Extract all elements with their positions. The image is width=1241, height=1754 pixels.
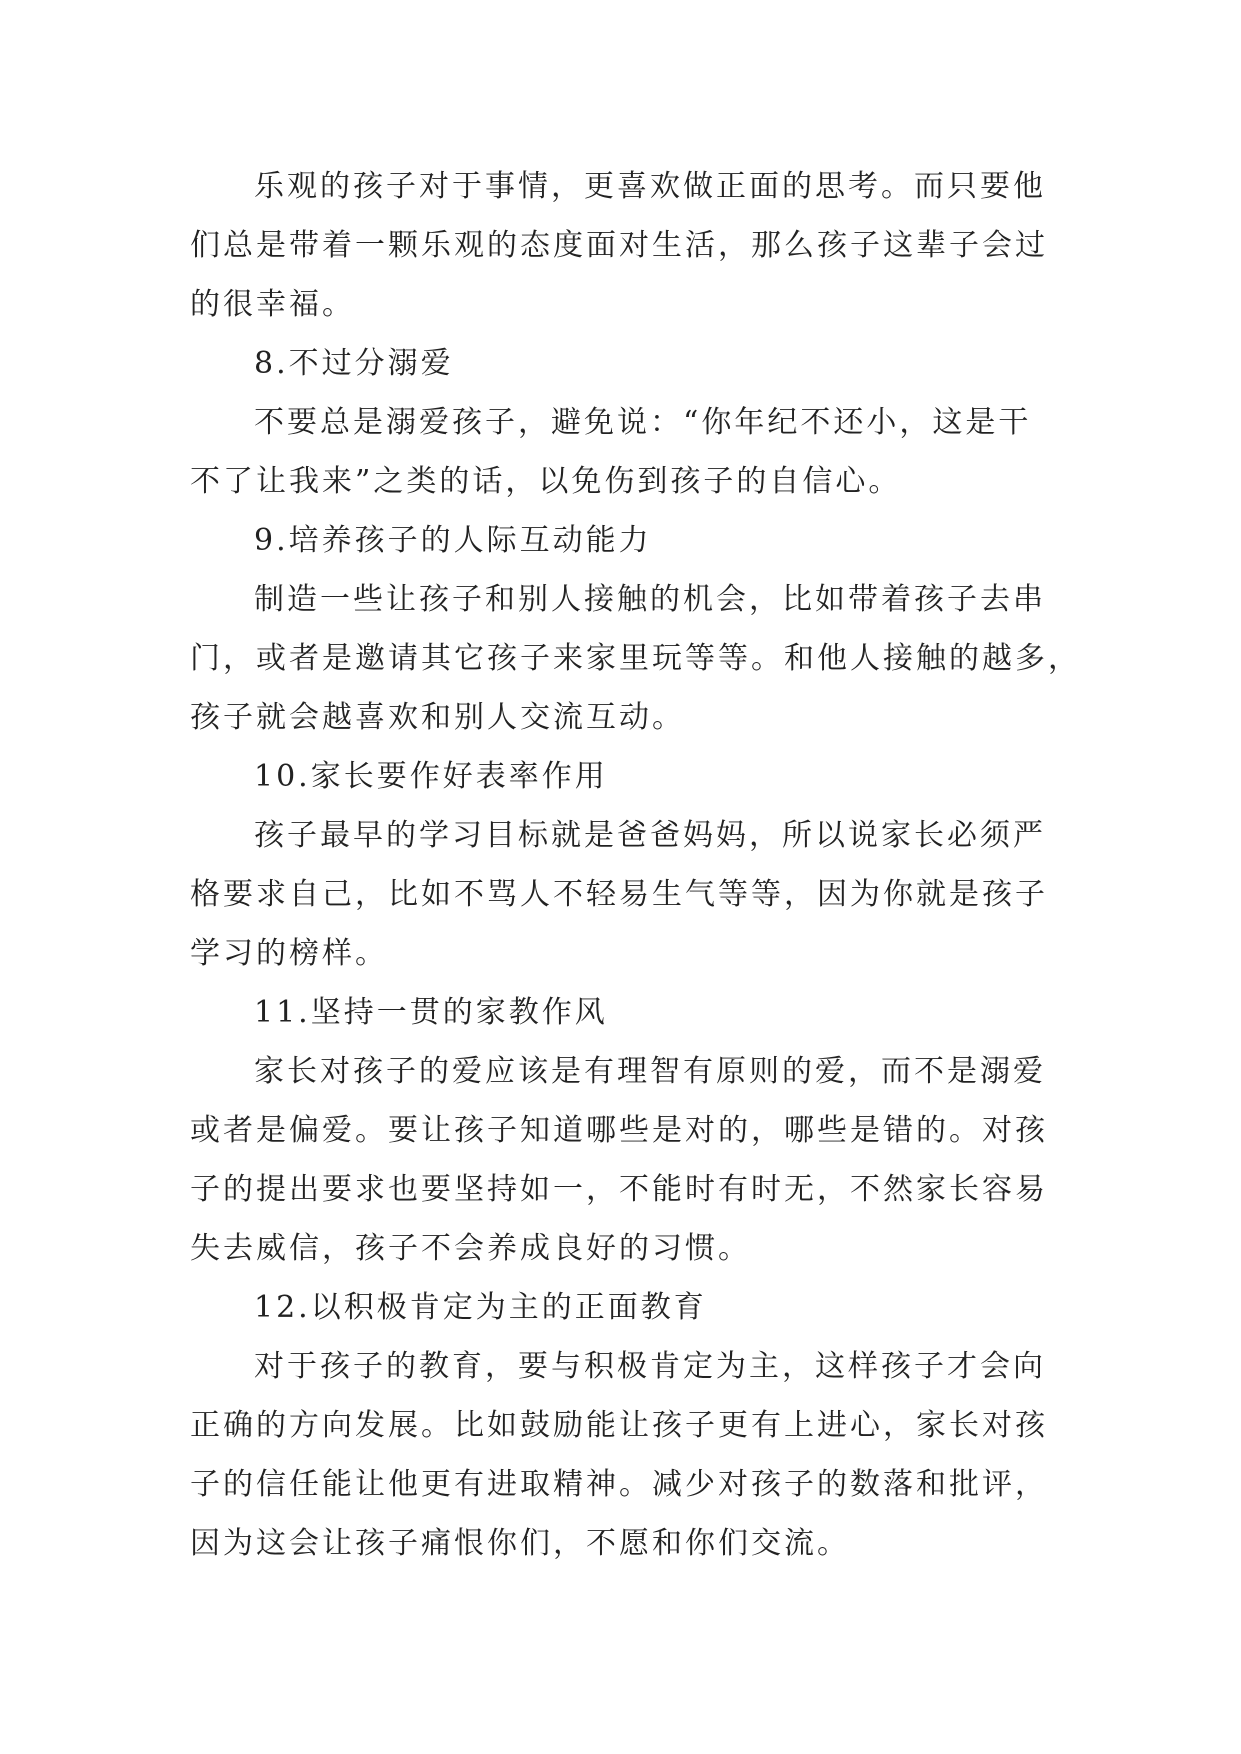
section-heading: 11.坚持一贯的家教作风 (254, 995, 608, 1030)
paragraph-line: 格要求自己，比如不骂人不轻易生气等等，因为你就是孩子 (190, 877, 1048, 912)
section-heading: 8.不过分溺爱 (254, 346, 454, 381)
paragraph-line: 失去威信，孩子不会养成良好的习惯。 (190, 1231, 751, 1266)
paragraph-line: 不了让我来”之类的话，以免伤到孩子的自信心。 (190, 464, 902, 499)
section-heading: 10.家长要作好表率作用 (254, 759, 608, 794)
document-body (190, 157, 1081, 1573)
paragraph-line: 的很幸福。 (190, 287, 355, 322)
paragraph-line: 制造一些让孩子和别人接触的机会，比如带着孩子去串 (254, 582, 1046, 617)
paragraph-line: 孩子最早的学习目标就是爸爸妈妈，所以说家长必须严 (254, 818, 1046, 853)
section-heading: 12.以积极肯定为主的正面教育 (254, 1290, 707, 1325)
paragraph-line: 门，或者是邀请其它孩子来家里玩等等。和他人接触的越多， (190, 641, 1081, 676)
paragraph-line: 或者是偏爱。要让孩子知道哪些是对的，哪些是错的。对孩 (190, 1113, 1048, 1148)
paragraph-line: 子的提出要求也要坚持如一，不能时有时无，不然家长容易 (190, 1172, 1048, 1207)
paragraph-line: 家长对孩子的爱应该是有理智有原则的爱，而不是溺爱 (254, 1054, 1046, 1089)
paragraph-line: 学习的榜样。 (190, 936, 388, 971)
paragraph-line: 对于孩子的教育，要与积极肯定为主，这样孩子才会向 (254, 1349, 1046, 1384)
paragraph-line: 孩子就会越喜欢和别人交流互动。 (190, 700, 685, 735)
section-heading: 9.培养孩子的人际互动能力 (254, 523, 652, 558)
paragraph-line: 乐观的孩子对于事情，更喜欢做正面的思考。而只要他 (254, 169, 1046, 204)
paragraph-line: 因为这会让孩子痛恨你们，不愿和你们交流。 (190, 1526, 850, 1561)
paragraph-line: 不要总是溺爱孩子，避免说：“你年纪不还小，这是干 (254, 405, 1032, 440)
paragraph-line: 正确的方向发展。比如鼓励能让孩子更有上进心，家长对孩 (190, 1408, 1048, 1443)
paragraph-line: 子的信任能让他更有进取精神。减少对孩子的数落和批评， (190, 1467, 1048, 1502)
paragraph-line: 们总是带着一颗乐观的态度面对生活，那么孩子这辈子会过 (190, 228, 1048, 263)
